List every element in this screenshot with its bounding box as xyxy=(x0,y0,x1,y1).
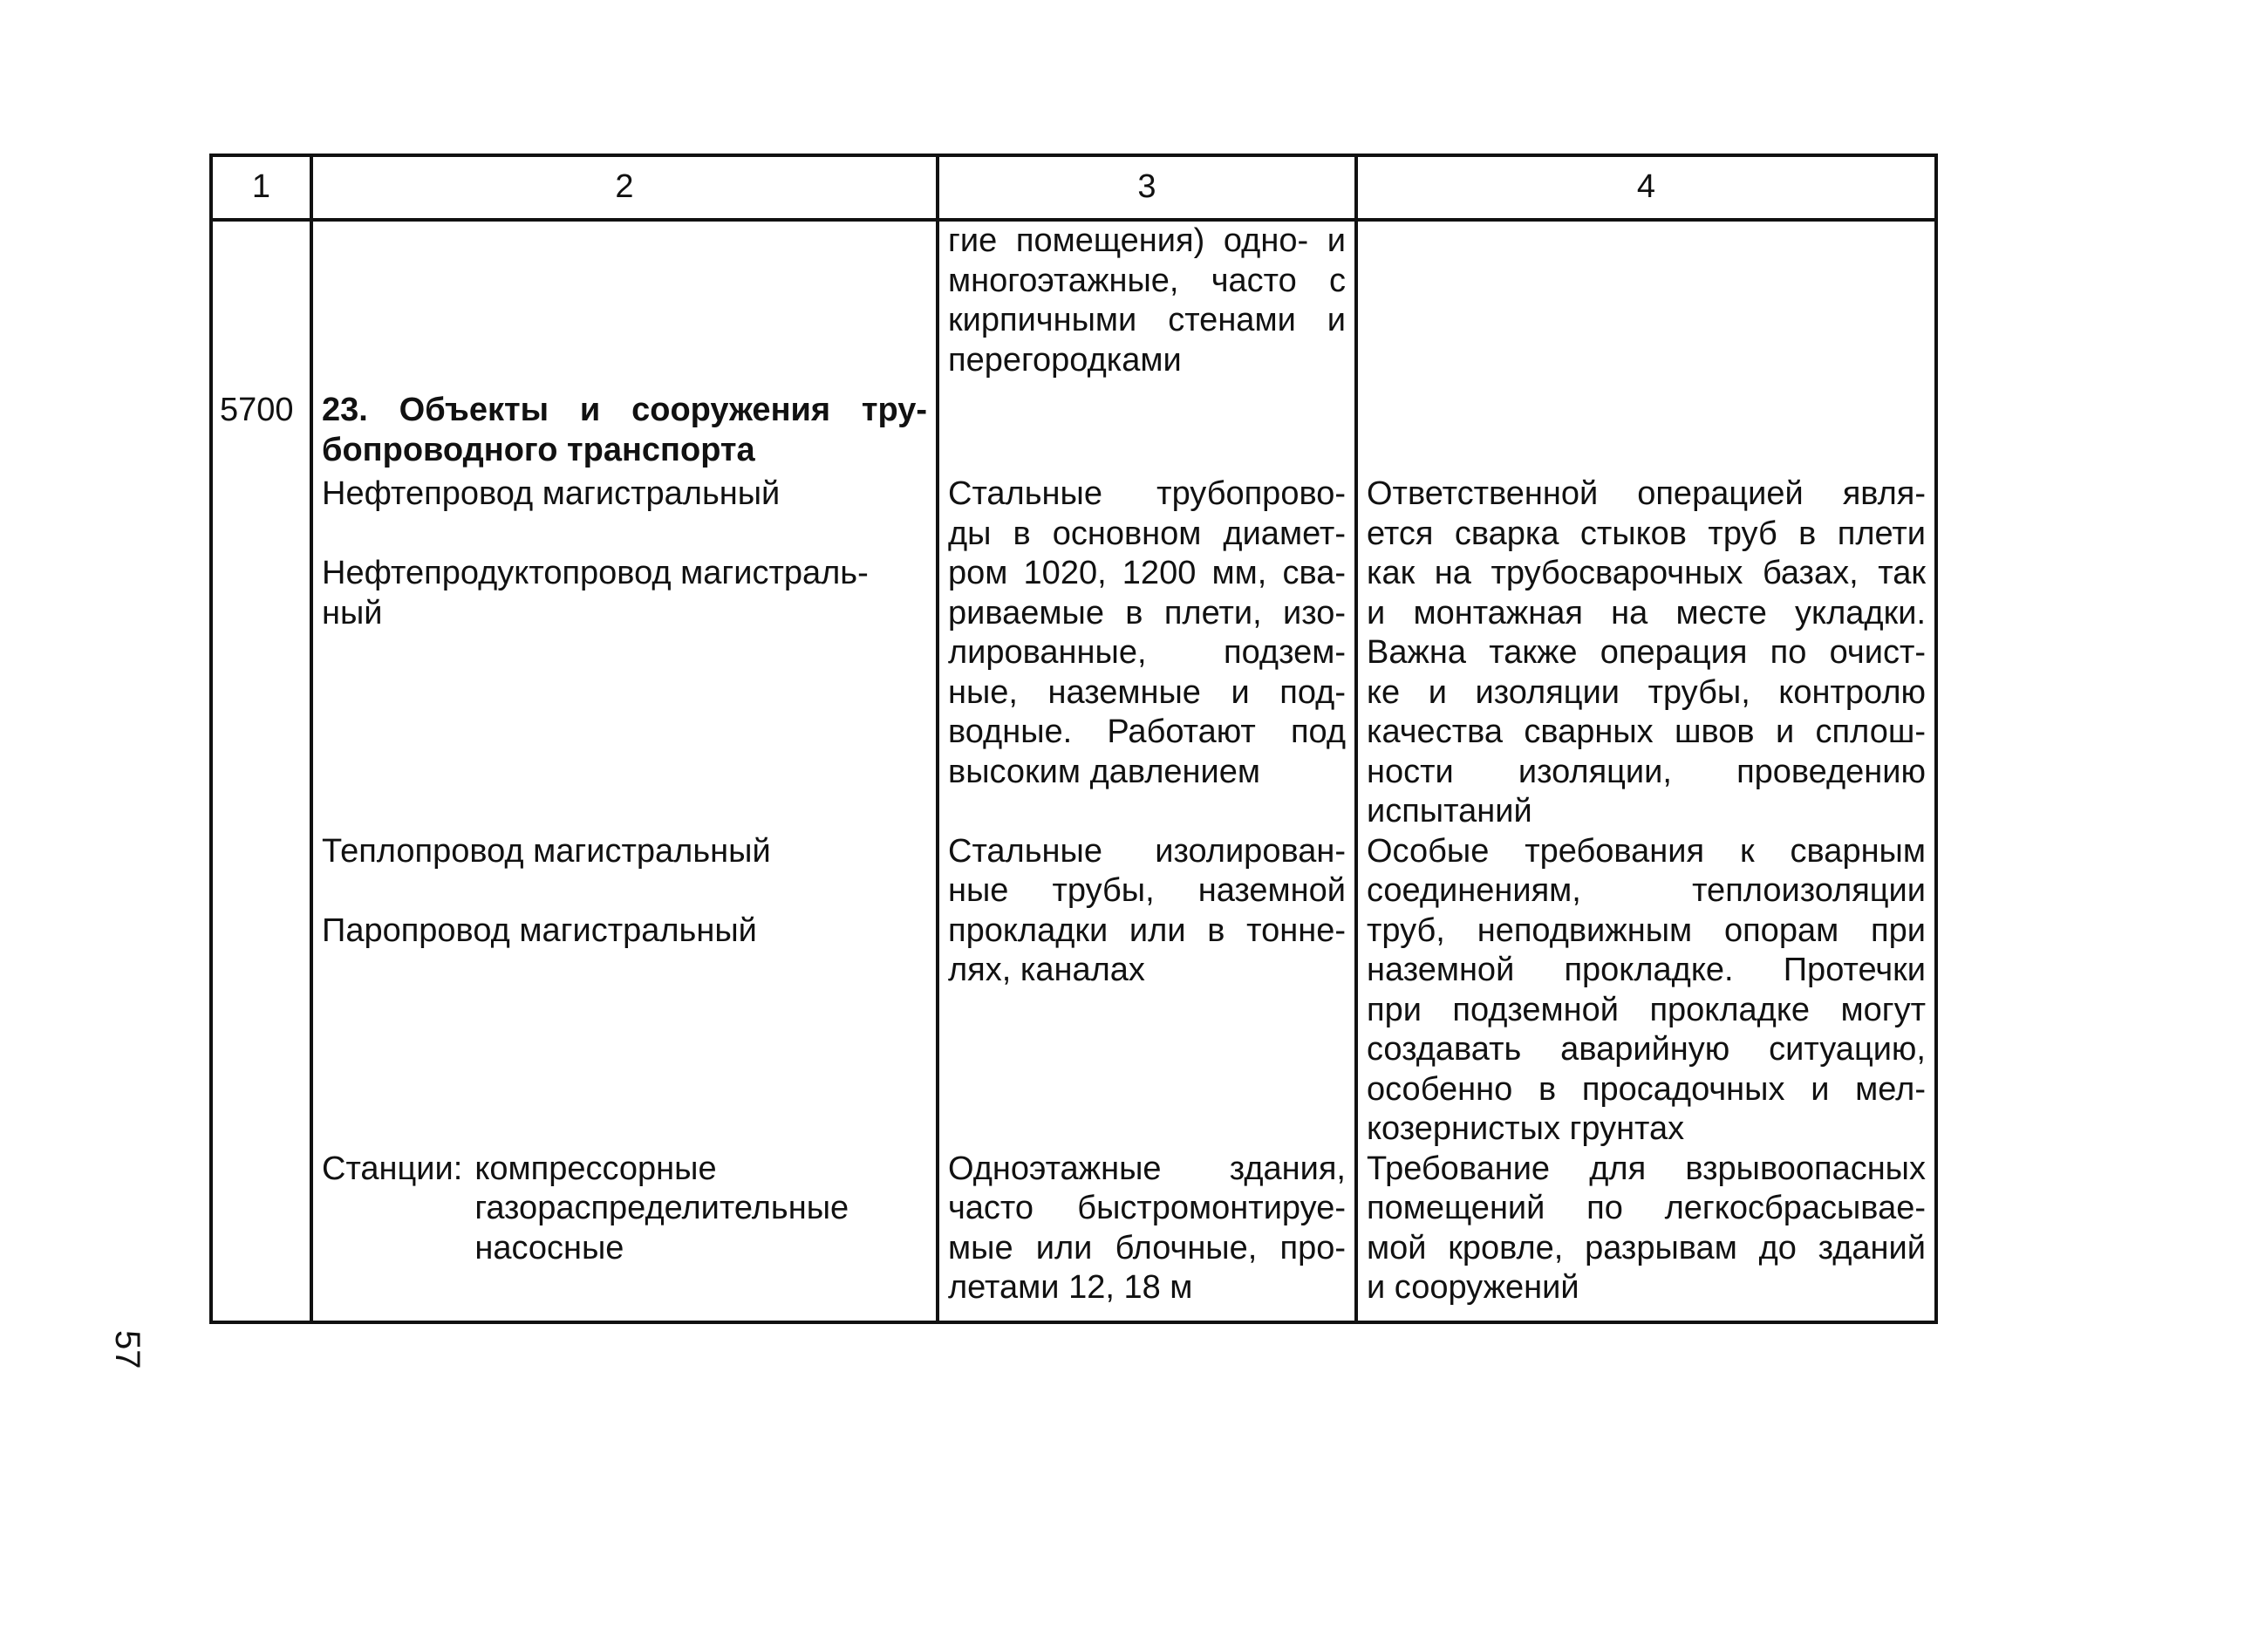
column-header-2: 2 xyxy=(311,155,938,220)
cell-col3 xyxy=(938,380,1356,474)
text-line: труб, неподвижным опорам при xyxy=(1367,911,1926,949)
text-line: и сооружений xyxy=(1367,1269,1579,1306)
stations-list xyxy=(462,1150,849,1269)
text-line: прокладки или в тонне- xyxy=(948,911,1346,949)
text-line: Стальные изолирован- xyxy=(948,832,1346,870)
section-code: 5700 xyxy=(211,380,311,474)
data-table xyxy=(209,154,1938,1324)
heading-line: 23. Объекты и сооружения тру- xyxy=(322,392,927,428)
text-line: Особые требования к сварным xyxy=(1367,832,1926,870)
cell-col2 xyxy=(311,474,938,832)
text-line: Одноэтажные здания, xyxy=(948,1150,1346,1187)
text-line: Важна также операция по очист- xyxy=(1367,634,1926,671)
text-line: ные, наземные и под- xyxy=(948,673,1346,711)
object-name: Теплопровод магистральный xyxy=(322,832,771,870)
cell-col1 xyxy=(211,474,311,832)
text-line: мые или блочные, про- xyxy=(948,1229,1346,1266)
text-line: особенно в просадочных и мел- xyxy=(1367,1070,1926,1108)
object-name: Паропровод магистральный xyxy=(322,911,757,949)
table-row xyxy=(211,1150,1936,1322)
cell-col1 xyxy=(211,1150,311,1322)
text-line: козернистых грунтах xyxy=(1367,1110,1685,1147)
object-name: Нефтепровод магистральный xyxy=(322,475,781,512)
column-header-1: 1 xyxy=(211,155,311,220)
text-line: Стальные трубопрово- xyxy=(948,475,1346,512)
cell-col4 xyxy=(1356,380,1936,474)
cell-col3 xyxy=(938,1150,1356,1322)
text-line: испытаний xyxy=(1367,793,1532,829)
section-heading-row xyxy=(211,380,1936,474)
stations-label: Станции: xyxy=(322,1150,463,1187)
list-item: насосные xyxy=(474,1229,624,1266)
cell-col1 xyxy=(211,220,311,380)
text-line: риваемые в плети, изо- xyxy=(948,594,1346,631)
text-line: качества сварных швов и сплош- xyxy=(1367,713,1926,750)
text-line: создавать аварийную ситуацию, xyxy=(1367,1031,1926,1068)
table-row xyxy=(211,220,1936,380)
text-line: как на трубосварочных базах, так xyxy=(1367,555,1926,591)
text-line: часто быстромонтируе- xyxy=(948,1190,1346,1226)
text-line: водные. Работают под xyxy=(948,713,1346,750)
text-line: летами 12, 18 м xyxy=(948,1269,1193,1306)
page-number: 57 xyxy=(108,1330,147,1369)
text-line: гие помещения) одно- и xyxy=(948,222,1346,259)
column-header-3: 3 xyxy=(938,155,1356,220)
text-line: ется сварка стыков труб в плети xyxy=(1367,515,1926,552)
cell-col1 xyxy=(211,832,311,1150)
cell-col3 xyxy=(938,220,1356,380)
text-line: кирпичными стенами и xyxy=(948,302,1346,338)
heading-line: бопроводного транспорта xyxy=(322,431,755,468)
cell-col2 xyxy=(311,220,938,380)
text-line: ные трубы, наземной xyxy=(948,872,1346,909)
text-line: лированные, подзем- xyxy=(948,634,1346,671)
text-line: ности изоляции, проведению xyxy=(1367,753,1926,790)
object-name: Нефтепродуктопровод магистраль- xyxy=(322,555,869,591)
cell-col4 xyxy=(1356,1150,1936,1322)
stations-block xyxy=(322,1150,927,1269)
cell-col4 xyxy=(1356,832,1936,1150)
table-header-row xyxy=(211,155,1936,220)
text-line: при подземной прокладке могут xyxy=(1367,991,1926,1028)
cell-col4 xyxy=(1356,220,1936,380)
text-line: мой кровле, разрывам до зданий xyxy=(1367,1229,1926,1266)
text-line: Ответственной операцией явля- xyxy=(1367,475,1926,512)
text-line: ды в основном диамет- xyxy=(948,515,1346,552)
text-line: Требование для взрывоопасных xyxy=(1367,1150,1926,1187)
text-line: и монтажная на месте укладки. xyxy=(1367,594,1926,631)
section-heading xyxy=(311,380,938,474)
object-name: ный xyxy=(322,594,383,631)
text-line: высоким давлением xyxy=(948,753,1260,790)
table-row xyxy=(211,474,1936,832)
text-line: соединениям, теплоизоляции xyxy=(1367,872,1926,909)
text-line: помещений по легкосбрасывае- xyxy=(1367,1190,1926,1226)
column-header-4: 4 xyxy=(1356,155,1936,220)
cell-col3 xyxy=(938,832,1356,1150)
text-line: наземной прокладке. Протечки xyxy=(1367,952,1926,988)
text-line: ром 1020, 1200 мм, сва- xyxy=(948,555,1346,591)
cell-col4 xyxy=(1356,474,1936,832)
cell-col2 xyxy=(311,1150,938,1322)
text-line: многоэтажные, часто с xyxy=(948,262,1346,299)
cell-col3 xyxy=(938,474,1356,832)
list-item: газораспределительные xyxy=(474,1190,849,1226)
table-row xyxy=(211,832,1936,1150)
cell-col2 xyxy=(311,832,938,1150)
text-line: ке и изоляции трубы, контролю xyxy=(1367,673,1926,711)
text-line: перегородками xyxy=(948,341,1182,379)
text-line: лях, каналах xyxy=(948,952,1145,988)
list-item: компрессорные xyxy=(474,1150,717,1187)
